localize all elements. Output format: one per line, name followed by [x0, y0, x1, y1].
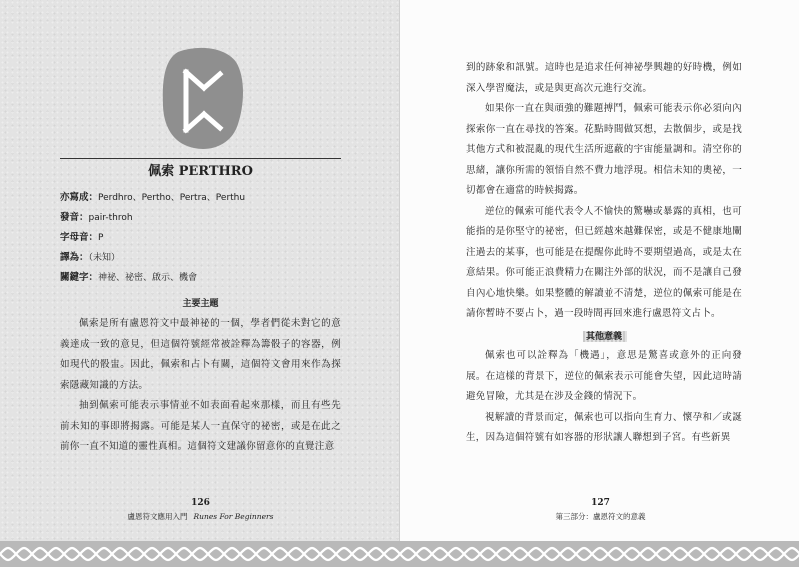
section-heading-other-meanings-wrap: [466, 330, 742, 344]
rune-stone-shape: [163, 48, 243, 149]
footer-title-en: Runes For Beginners: [193, 512, 274, 521]
meta-row-letter-sound: [60, 228, 341, 248]
right-page-number: 127: [591, 498, 610, 508]
paragraph: 抽到佩索可能表示事情並不如表面看起來那樣，而且有些先前未知的事即將揭露。可能是某人一直保守的祕密，或是在此之前你一直不知道的靈性真相。這個符文建議你留意你的直覺注意: [60, 400, 341, 452]
meta-row-keywords: [60, 268, 341, 288]
meta-value: 神祕、祕密、啟示、機會: [98, 273, 198, 283]
right-body-text-bottom: [466, 346, 742, 449]
meta-key: 發音：: [60, 212, 89, 223]
left-body-text: [60, 314, 341, 458]
right-page: [399, 0, 799, 541]
paragraph: 視解讀的背景而定，佩索也可以指向生育力、懷孕和／或誕生，因為這個符號有如容器的形狀讓人聯想到子宮。有些新異: [466, 411, 742, 443]
left-page-number: 126: [191, 498, 210, 508]
title-rule: [60, 158, 341, 159]
paragraph: 逆位的佩索可能代表令人不愉快的驚嚇或暴露的真相，也可能指的是你堅守的祕密，但已經越來越難保密，或是不健康地闡注過去的某事，也可能是在提醒你此時不要期望過高，或是太在意結果。你可能正浪費精力在關注外部的狀況，而不是讓自己發自內心地快樂。如果整體的解讀並不清楚，逆位的佩索可能是在請你暫時不要占卜，過一段時間再回來進行盧恩符文占卜。: [466, 205, 742, 319]
meta-value: （未知）: [88, 253, 121, 263]
left-page: [0, 0, 399, 541]
decorative-knot-border: [0, 541, 799, 567]
rune-meta-list: [60, 188, 341, 288]
meta-value: P: [98, 233, 104, 243]
section-heading-main-theme: 主要主題: [182, 299, 219, 309]
paragraph: 佩索是所有盧恩符文中最神祕的一個，學者們從未對它的意義達成一致的意見，但這個符號經常被詮釋為籌骰子的容器，例如現代的骰盅。因此，佩索和占卜有關，這個符文會用來作為探索隱藏知識的方法。: [60, 318, 341, 391]
perthro-rune-icon: [160, 44, 244, 152]
paragraph: 佩索也可以詮釋為「機遇」，意思是驚喜或意外的正向發展。在這樣的背景下，逆位的佩索表示可能會失望，因此這時請避免冒險，尤其是在涉及金錢的情況下。: [466, 350, 742, 402]
paragraph: 到的跡象和訊號。這時也是追求任何神祕學興趣的好時機，例如深入學習魔法，或是與更高次元進行交流。: [466, 62, 742, 94]
meta-row-translation: [60, 248, 341, 268]
right-body-text-top: [466, 58, 742, 325]
right-running-footer: 第三部分：盧恩符文的意義: [555, 512, 646, 521]
section-heading-other-meanings: 其他意義: [585, 332, 622, 342]
knot-pattern-icon: [0, 541, 799, 567]
meta-row-alt-spellings: [60, 188, 341, 208]
meta-value: pair-throh: [88, 213, 133, 223]
meta-value: Perdhro、Pertho、Pertra、Perthu: [98, 193, 246, 203]
rune-title: 佩索 PERTHRO: [148, 164, 253, 179]
meta-key: 亦寫成：: [60, 192, 99, 203]
meta-key: 關鍵字：: [60, 272, 99, 283]
meta-key: 譯為：: [60, 252, 89, 263]
footer-title: 盧恩符文應用入門: [127, 512, 188, 521]
paragraph: 如果你一直在與頑強的難題搏鬥，佩索可能表示你必須向內探索你一直在尋找的答案。花點時間做冥想，去散個步，或是找其他方式和被混亂的現代生活所遮蔽的宇宙能量調和。清空你的思緒，讓你所需的領悟自然不費力地浮現。相信未知的奧祕，一切都會在適當的時候揭露。: [466, 103, 742, 196]
left-running-footer: [60, 511, 341, 522]
meta-row-pronunciation: [60, 208, 341, 228]
meta-key: 字母音：: [60, 232, 99, 243]
